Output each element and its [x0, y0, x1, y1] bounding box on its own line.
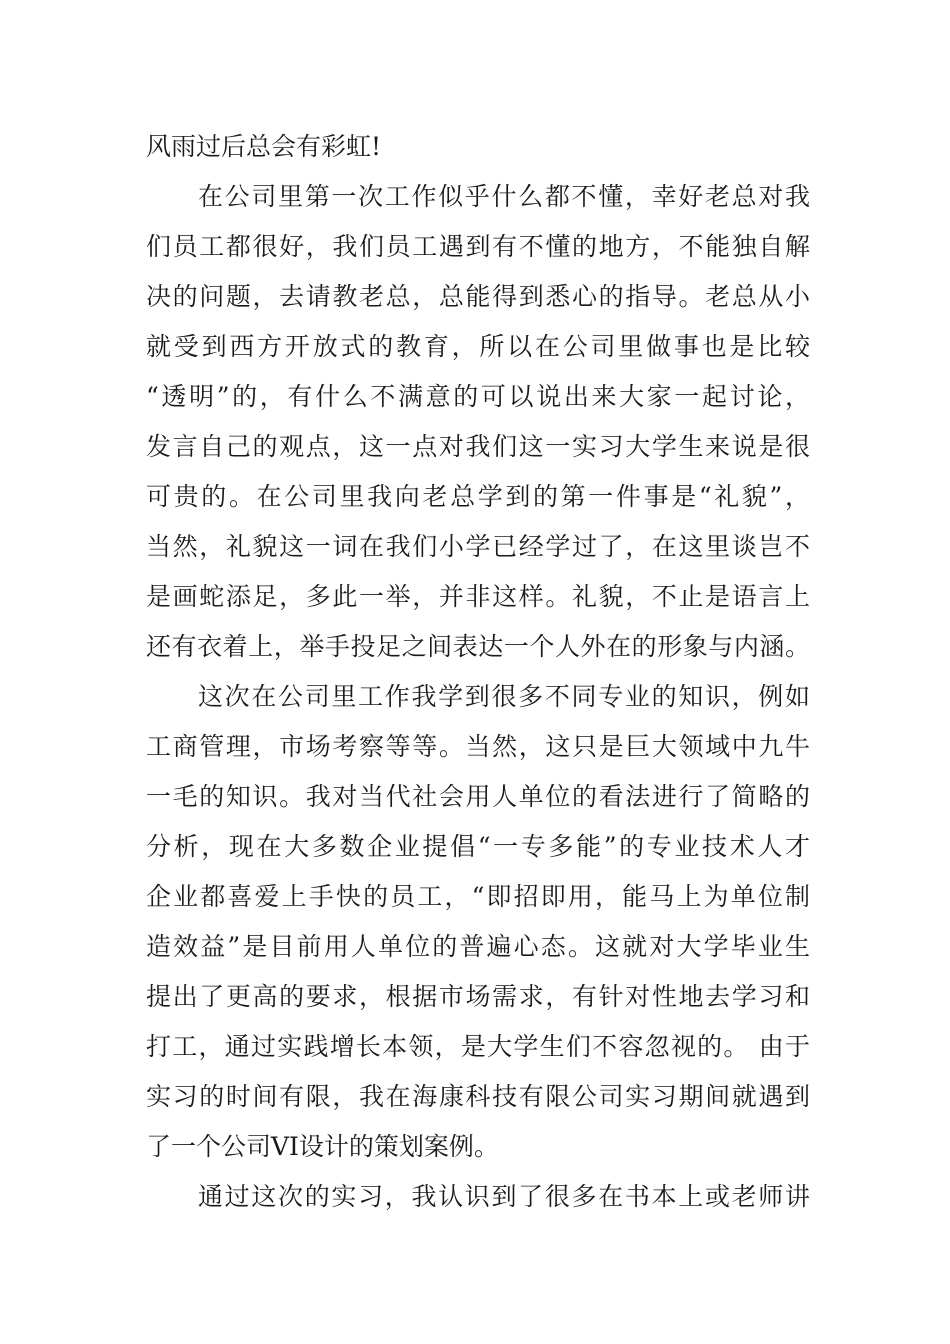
text-line: 实习的时间有限，我在海康科技有限公司实习期间就遇到	[146, 1082, 810, 1111]
text-line: 们员工都很好，我们员工遇到有不懂的地方，不能独自解	[146, 232, 810, 261]
text-line: 就受到西方开放式的教育，所以在公司里做事也是比较	[146, 332, 810, 361]
text-line: 发言自己的观点，这一点对我们这一实习大学生来说是很	[146, 432, 810, 461]
text-line: 在公司里第一次工作似乎什么都不懂，幸好老总对我	[198, 182, 810, 211]
text-line: 工商管理，市场考察等等。当然，这只是巨大领域中九牛	[146, 732, 810, 761]
text-line: 分析，现在大多数企业提倡“一专多能”的专业技术人才	[146, 832, 810, 861]
text-line: 提出了更高的要求，根据市场需求，有针对性地去学习和	[146, 982, 810, 1011]
text-line: 当然，礼貌这一词在我们小学已经学过了，在这里谈岂不	[146, 532, 810, 561]
text-line: 可贵的。在公司里我向老总学到的第一件事是“礼貌”，	[146, 482, 810, 511]
text-line: 了一个公司VI设计的策划案例。	[146, 1132, 499, 1161]
text-line: 是画蛇添足，多此一举，并非这样。礼貌，不止是语言上	[146, 582, 810, 611]
text-line: 造效益”是目前用人单位的普遍心态。这就对大学毕业生	[146, 932, 810, 961]
text-line: 风雨过后总会有彩虹!	[146, 132, 382, 161]
text-line: “透明”的，有什么不满意的可以说出来大家一起讨论，	[146, 382, 810, 411]
text-line: 一毛的知识。我对当代社会用人单位的看法进行了简略的	[146, 782, 810, 811]
text-line: 打工，通过实践增长本领，是大学生们不容忽视的。 由于	[146, 1032, 810, 1061]
text-line: 还有衣着上，举手投足之间表达一个人外在的形象与内涵。	[146, 632, 810, 661]
text-line: 通过这次的实习，我认识到了很多在书本上或老师讲	[198, 1182, 810, 1211]
body-text	[146, 122, 810, 1222]
text-line: 这次在公司里工作我学到很多不同专业的知识，例如	[198, 682, 810, 711]
text-line: 决的问题，去请教老总，总能得到悉心的指导。老总从小	[146, 282, 810, 311]
text-line: 企业都喜爱上手快的员工，“即招即用，能马上为单位制	[146, 882, 810, 911]
